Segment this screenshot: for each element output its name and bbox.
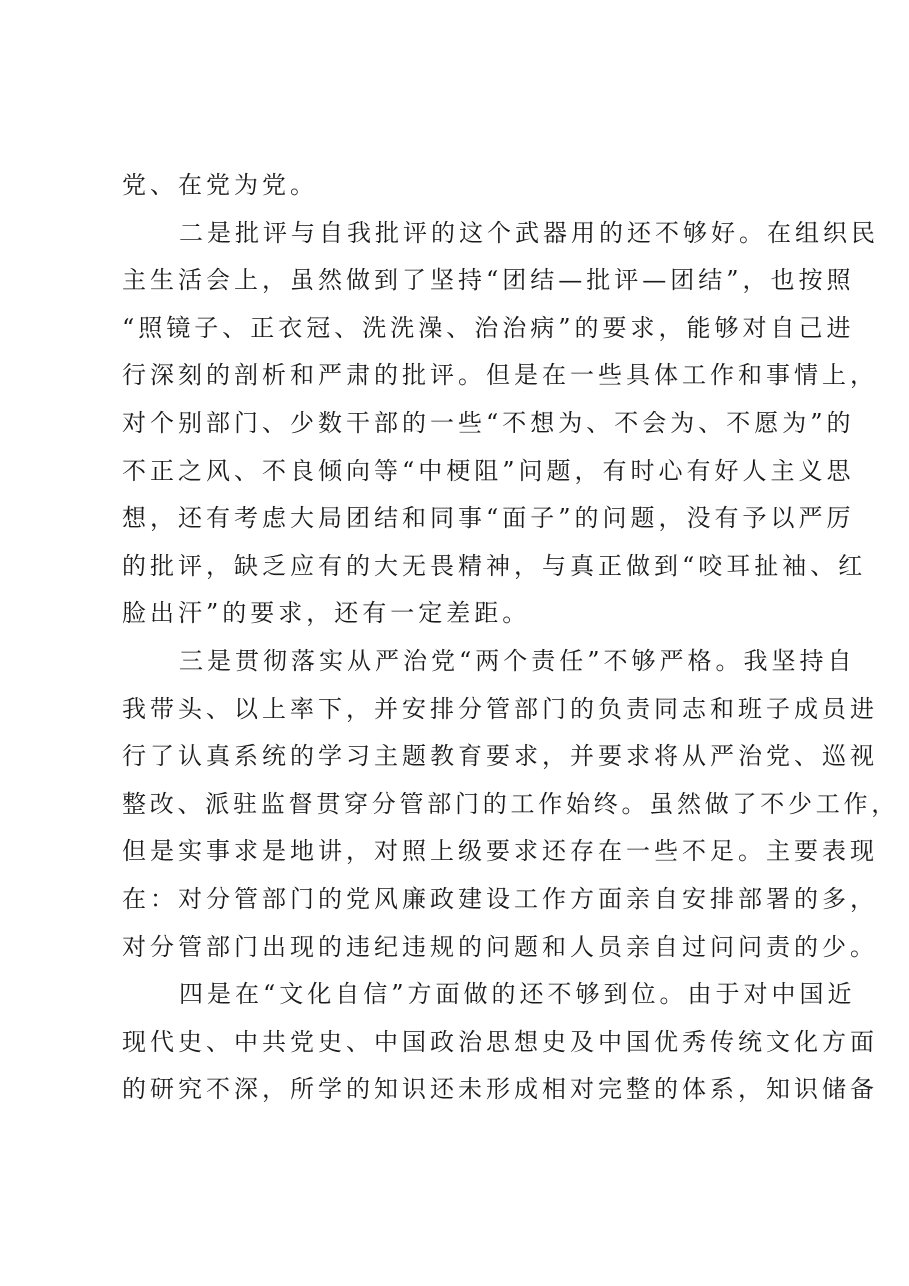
paragraph-4-line: 的研究不深，所学的知识还未形成相对完整的体系，知识储备 — [122, 1075, 878, 1104]
paragraph-4-line: 现代史、中共党史、中国政治思想史及中国优秀传统文化方面 — [122, 1027, 878, 1056]
paragraph-3-first-line: 三是贯彻落实从严治党“两个责任”不够严格。我坚持自 — [179, 646, 856, 675]
paragraph-2-first-line: 二是批评与自我批评的这个武器用的还不够好。在组织民 — [179, 218, 879, 247]
paragraph-3-line: 行了认真系统的学习主题教育要求，并要求将从严治党、巡视 — [122, 742, 878, 771]
paragraph-2-line: “照镜子、正衣冠、洗洗澡、治治病”的要求，能够对自己进 — [122, 313, 855, 342]
paragraph-3-line: 我带头、以上率下，并安排分管部门的负责同志和班子成员进 — [122, 694, 878, 723]
paragraph-2-line: 行深刻的剖析和严肃的批评。但是在一些具体工作和事情上， — [122, 361, 878, 390]
paragraph-2-last-line: 脸出汗”的要求，还有一定差距。 — [122, 599, 531, 628]
paragraph-3-line: 整改、派驻监督贯穿分管部门的工作始终。虽然做了不少工作， — [122, 789, 899, 818]
paragraph-2-line: 不正之风、不良倾向等“中梗阻”问题，有时心有好人主义思 — [122, 456, 855, 485]
paragraph-2-line: 主生活会上，虽然做到了坚持“团结—批评—团结”，也按照 — [122, 266, 855, 295]
paragraph-3-line: 但是实事求是地讲，对照上级要求还存在一些不足。主要表现 — [122, 837, 878, 866]
paragraph-4-first-line: 四是在“文化自信”方面做的还不够到位。由于对中国近 — [179, 980, 856, 1009]
paragraph-3-line: 在：对分管部门的党风廉政建设工作方面亲自安排部署的多， — [122, 884, 878, 913]
document-body — [122, 162, 899, 1114]
paragraph-2-line: 对个别部门、少数干部的一些“不想为、不会为、不愿为”的 — [122, 408, 855, 437]
paragraph-2-line: 想，还有考虑大局团结和同事“面子”的问题，没有予以严厉 — [122, 504, 855, 533]
paragraph-3-last-line: 对分管部门出现的违纪违规的问题和人员亲自过问问责的少。 — [122, 932, 878, 961]
paragraph-2-line: 的批评，缺乏应有的大无畏精神，与真正做到“咬耳扯袖、红 — [122, 551, 867, 580]
paragraph-continuation-line: 党、在党为党。 — [122, 171, 318, 199]
